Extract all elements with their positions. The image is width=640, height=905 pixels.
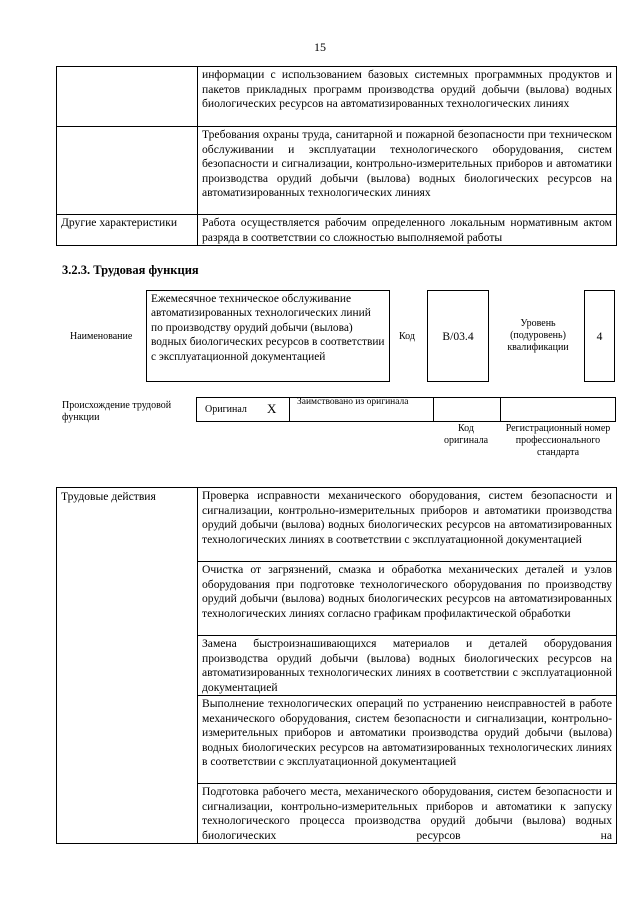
origin-label: Происхождение трудовой функции (62, 400, 172, 423)
original-mark: X (267, 401, 277, 416)
other-characteristics-text: Работа осуществляется рабочим определенного локальным нормативным актом разряда в соответствии со сложностью выполняемой работы (198, 215, 617, 246)
table-cell-text: Требования охраны труда, санитарной и пожарной безопасности при техническом обслуживании и эксплуатации технологического оборудования, систем безопасности и сигнализации, контрольно-измерительных приборов и автоматики производства орудий добычи (вылова) водных биологических ресурсов на автоматизированных технологических линиях (198, 127, 617, 215)
labor-actions-label: Трудовые действия (57, 488, 198, 844)
table-row (57, 488, 617, 562)
table-row (57, 67, 617, 127)
code-label: Код (399, 331, 415, 342)
labor-action-item: Выполнение технологических операций по устранению неисправностей в работе механического оборудования, систем безопасности и сигнализации, контрольно-измерительных приборов и автоматики производства орудий добычи (вылова) водных биологических ресурсов на автоматизированных технологических линиях в соответствии с эксплуатационной документацией (198, 696, 617, 784)
borrowed-label: Заимствовано из оригинала (297, 397, 409, 407)
table-row (57, 127, 617, 215)
origin-divider (433, 398, 434, 421)
name-label: Наименование (70, 331, 133, 342)
origin-divider (289, 398, 290, 421)
table-cell-label (57, 127, 198, 215)
characteristics-table (56, 66, 617, 246)
other-characteristics-label: Другие характеристики (57, 215, 198, 246)
table-cell-label (57, 67, 198, 127)
code-original-caption: Код оригинала (443, 423, 489, 446)
table-cell-text: информации с использованием базовых системных программных продуктов и пакетов прикладных программ производства орудий добычи (вылова) водных биологических ресурсов на автоматизированных технологических линиях (198, 67, 617, 127)
labor-action-item: Замена быстроизнашивающихся материалов и деталей оборудования производства орудий добычи (вылова) водных биологических ресурсов на автоматизированных технологических линиях в соответствии с эксплуатационной документацией (198, 636, 617, 696)
origin-table (196, 397, 616, 422)
registration-number-caption: Регистрационный номер профессионального стандарта (505, 423, 611, 458)
name-value: Ежемесячное техническое обслуживание автоматизированных технологических линий по производству орудий добычи (вылова) водных биологических ресурсов в соответствии с эксплуатационной документацией (151, 293, 385, 363)
labor-actions-table (56, 487, 617, 844)
labor-action-item: Подготовка рабочего места, механического оборудования, систем безопасности и сигнализации, контрольно-измерительных приборов и автоматики к запуску технологического процесса производства орудий добычи (вылова) водных биологических ресурсов на (198, 784, 617, 844)
code-value: B/03.4 (442, 330, 474, 343)
labor-action-item: Проверка исправности механического оборудования, систем безопасности и сигнализации, контрольно-измерительных приборов и автоматики производства орудий добычи (вылова) водных биологических ресурсов на автоматизированных технологических линиях в соответствии с эксплуатационной документацией (198, 488, 617, 562)
table-row (57, 215, 617, 246)
original-label: Оригинал (205, 404, 247, 415)
origin-divider (500, 398, 501, 421)
page-number: 15 (314, 40, 326, 54)
code-value-box (427, 290, 489, 382)
level-label: Уровень (подуровень) квалификации (507, 318, 569, 353)
section-title: 3.2.3. Трудовая функция (62, 263, 199, 277)
level-value: 4 (596, 330, 603, 343)
name-value-box (146, 290, 390, 382)
level-value-box (584, 290, 615, 382)
labor-action-item: Очистка от загрязнений, смазка и обработка механических деталей и узлов оборудования при подготовке технологического оборудования по производству орудий добычи (вылова) водных биологических ресурсов на автоматизированных технологических линиях согласно графикам профилактической обработки (198, 562, 617, 636)
